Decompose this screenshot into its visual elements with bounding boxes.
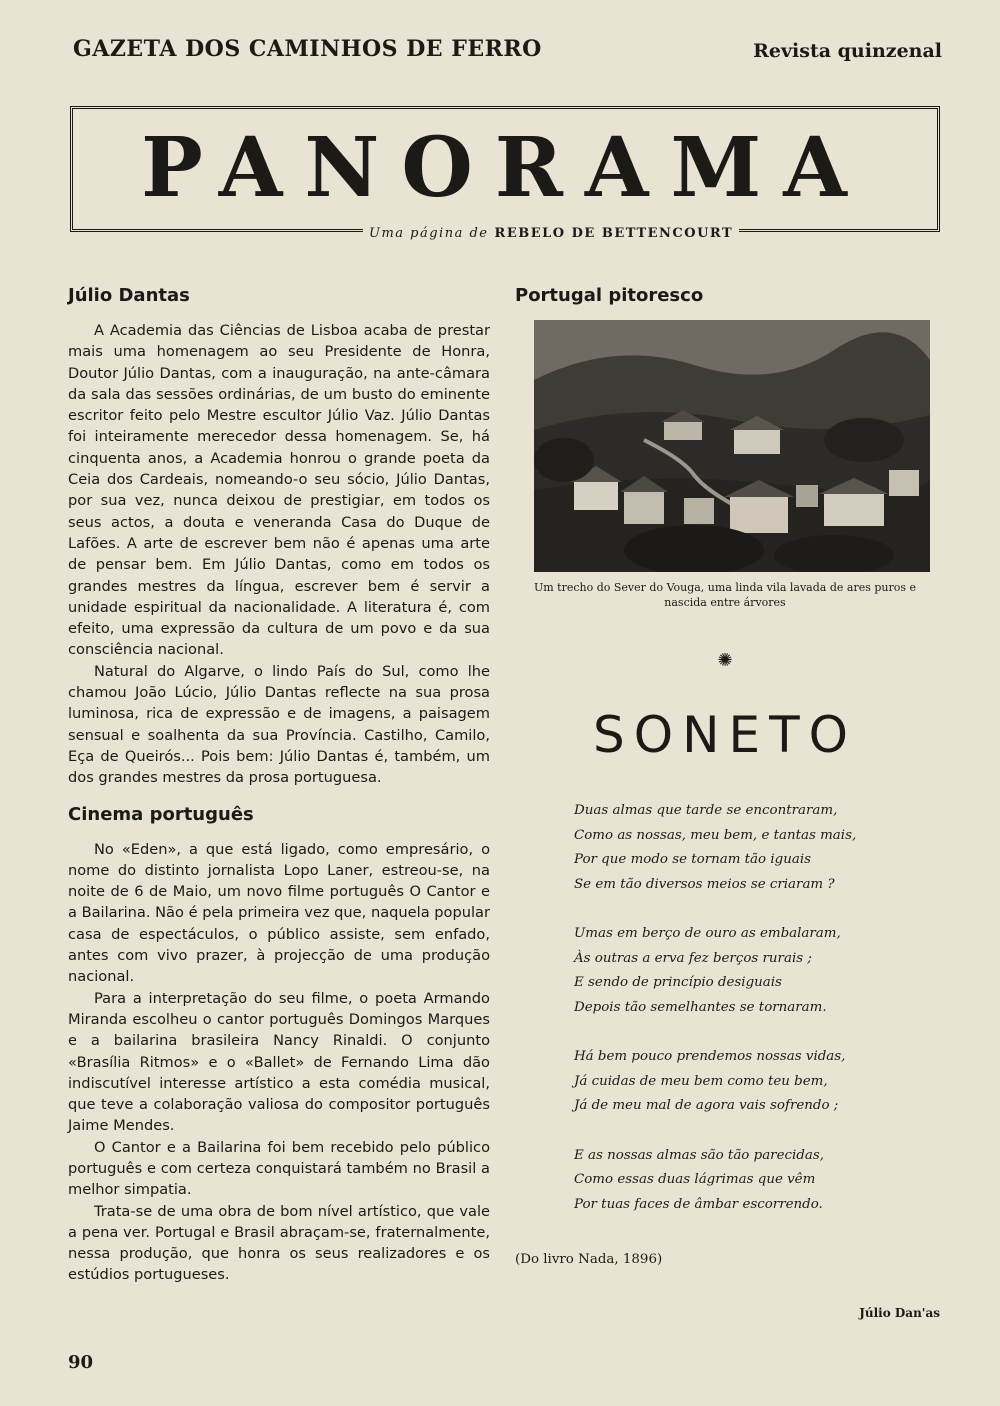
poem-line: Se em tão diversos meios se criaram ?	[574, 876, 835, 892]
poem-line: Como as nossas, meu bem, e tantas mais,	[574, 827, 857, 843]
poem-line: Há bem pouco prendemos nossas vidas,	[574, 1049, 846, 1064]
poem-line: E as nossas almas são tão parecidas,	[574, 1147, 824, 1163]
poem-stanza	[574, 1045, 935, 1119]
article-paragraph: Natural do Algarve, o lindo País do Sul, como lhe chamou João Lúcio, Júlio Dantas reflecte na sua prosa luminosa, rica de expressão e de imagens, a paisagem sensual e soalhenta da sua Província. Castilho, Camilo, Eça de Queirós... Pois bem: Júlio Dantas é, também, um dos grandes mestres da prosa portuguesa.	[68, 662, 490, 787]
ornament-icon: ✺	[717, 650, 733, 671]
article-paragraph: Trata-se de uma obra de bom nível artístico, que vale a pena ver. Portugal e Brasil abraçam-se, fraternalmente, nessa produção, que honra os seus realizadores e os estúdios portugueses.	[68, 1202, 490, 1284]
article-paragraph: Para a interpretação do seu filme, o poeta Armando Miranda escolheu o cantor português Domingos Marques e a bailarina brasileira Nancy Rinaldi. O conjunto «Brasília Ritmos» e o «Ballet» de Fernando Lima dão indiscutível interesse artístico a esta comédia musical, que teve a colaboração valiosa do compositor português Jaime Mendes.	[68, 989, 490, 1135]
poem-line: Por tuas faces de âmbar escorrendo.	[574, 1196, 823, 1212]
poem-source: (Do livro Nada, 1896)	[515, 1252, 663, 1267]
publication-frequency: Revista quinzenal	[753, 40, 942, 62]
poem-line: Já cuidas de meu bem como teu bem,	[574, 1073, 828, 1089]
poem-line: E sendo de princípio desiguais	[574, 975, 782, 990]
left-column	[68, 284, 490, 1286]
poem-stanza	[574, 1144, 935, 1218]
panorama-banner	[70, 106, 940, 232]
banner-byline	[363, 226, 739, 241]
banner-title: PANORAMA	[141, 120, 869, 216]
poem-line: Depois tão semelhantes se tornaram.	[574, 999, 827, 1015]
publication-title: GAZETA DOS CAMINHOS DE FERRO	[73, 36, 542, 62]
section-title-julio-dantas: Júlio Dantas	[68, 285, 190, 306]
article-paragraph: No «Eden», a que está ligado, como empresário, o nome do distinto jornalista Lopo Laner, estreou-se, na noite de 6 de Maio, um novo filme português O Cantor e a Bailarina. Não é pela primeira vez que, naquela popular casa de espectáculos, o público assiste, sem enfado, antes com vivo prazer, à projecção de uma produção nacional.	[68, 840, 490, 986]
poem-line: Umas em berço de ouro as embalaram,	[574, 926, 841, 941]
article-paragraph: A Academia das Ciências de Lisboa acaba de prestar mais uma homenagem ao seu Presidente de Honra, Doutor Júlio Dantas, com a inauguração, na ante-câmara da sala das sessões ordinárias, de um busto do eminente escritor feito pelo Mestre escultor Júlio Vaz. Júlio Dantas foi inteiramente merecedor dessa homenagem. Se, há cinquenta anos, a Academia honrou o grande poeta da Ceia dos Cardeais, nomeando-o seu sócio, Júlio Dantas, por sua vez, nunca deixou de prestigiar, em todos os seus actos, a douta e veneranda Casa do Duque de Lafões. A arte de escrever bem não é apenas uma arte de pensar bem. Em Júlio Dantas, como em todos os grandes mestres da língua, escrever bem é servir a unidade espiritual da nacionalidade. A literatura é, com efeito, uma expressão da cultura de um povo e da sua consciência nacional.	[68, 322, 490, 659]
poem-line: Às outras a erva fez berços rurais ;	[574, 950, 812, 966]
byline-author: REBELO DE BETTENCOURT	[494, 226, 734, 241]
section-title-portugal-pitoresco: Portugal pitoresco	[515, 285, 704, 306]
village-landscape-illustration	[534, 320, 930, 572]
article-paragraph: O Cantor e a Bailarina foi bem recebido pelo público português e com certeza conquistará também no Brasil a melhor simpatia.	[68, 1138, 490, 1199]
poem-stanza	[574, 922, 935, 1020]
poem-line: Por que modo se tornam tão iguais	[574, 852, 811, 867]
photo-caption: Um trecho do Sever do Vouga, uma linda vila lavada de ares puros e nascida entre árvores	[533, 581, 917, 609]
poem	[574, 799, 935, 1217]
poem-line: Duas almas que tarde se encontraram,	[574, 803, 838, 818]
poem-title: SONETO	[593, 706, 857, 764]
poem-signature: Júlio Dan'as	[859, 1306, 940, 1320]
right-column	[515, 284, 935, 1242]
poem-stanza	[574, 799, 935, 897]
poem-line: Como essas duas lágrimas que vêm	[574, 1172, 816, 1187]
landscape-photo	[534, 320, 930, 572]
section-title-cinema: Cinema português	[68, 803, 254, 825]
poem-line: Já de meu mal de agora vais sofrendo ;	[574, 1098, 839, 1113]
byline-prefix: Uma página de	[369, 226, 489, 241]
page-number: 90	[68, 1352, 94, 1373]
